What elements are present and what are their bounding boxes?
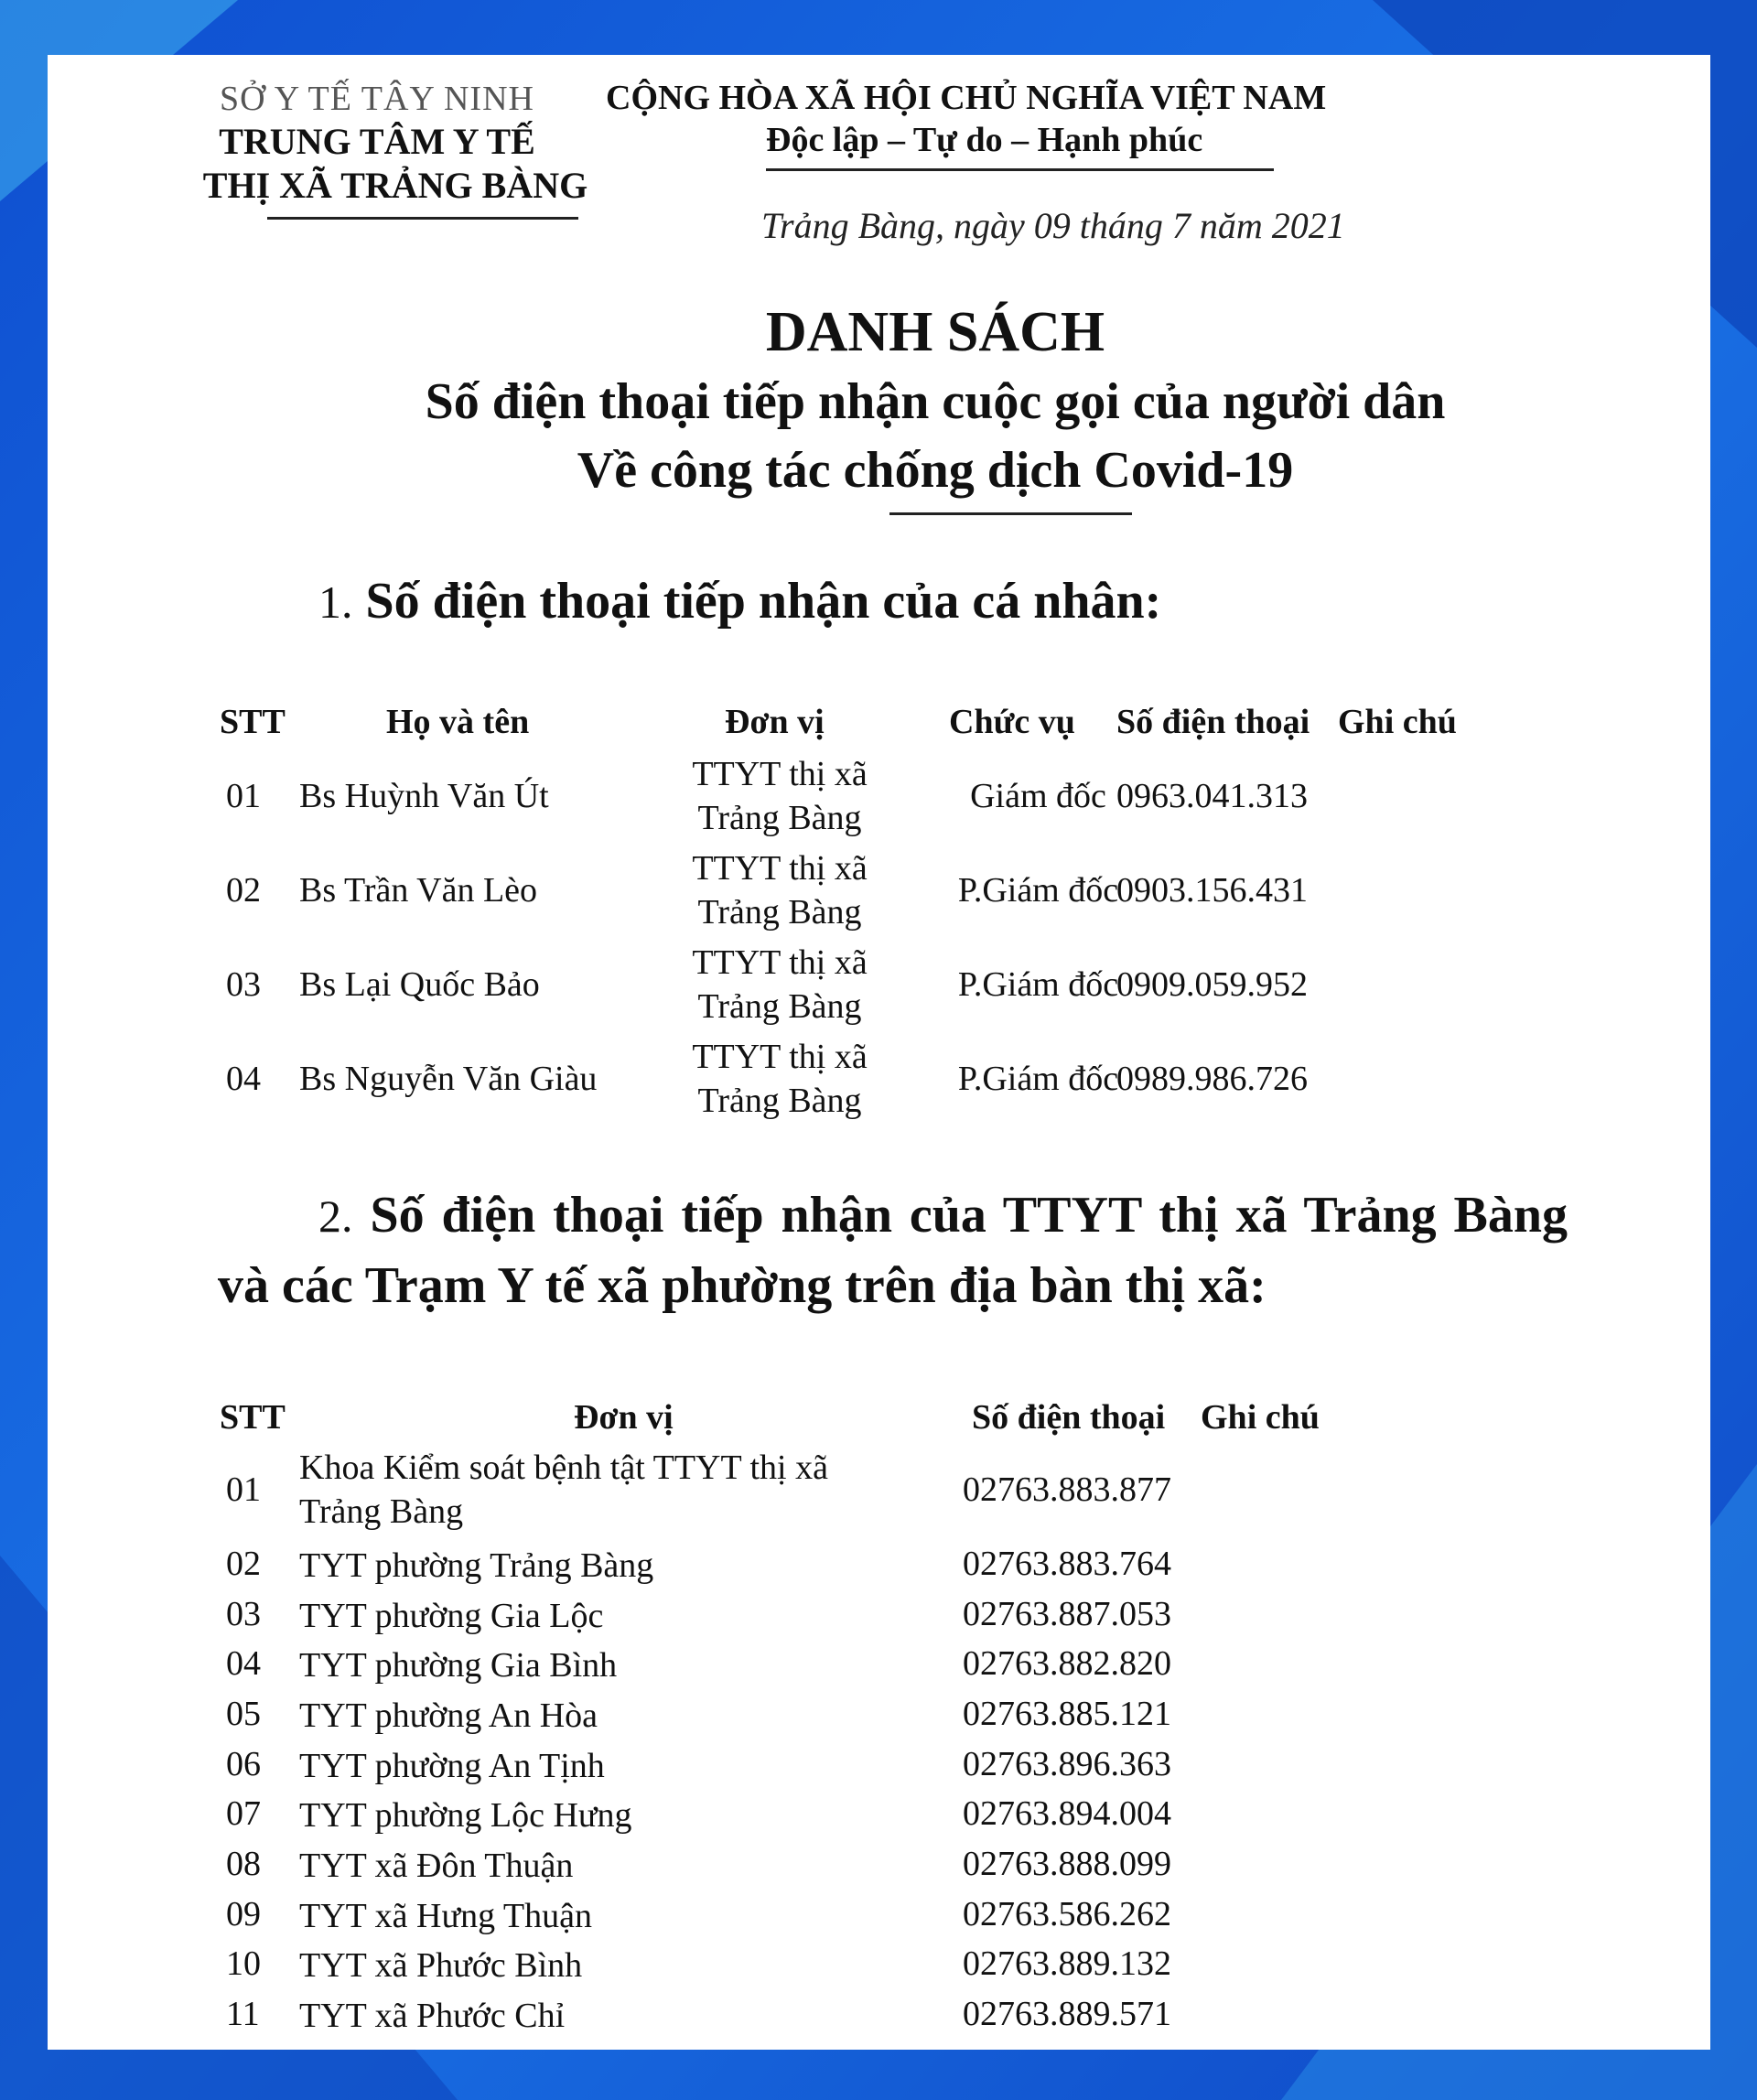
document-title: DANH SÁCH xyxy=(765,301,1105,363)
row-name: Bs Nguyễn Văn Giàu xyxy=(299,1060,598,1098)
row-unit-line2: Trảng Bàng xyxy=(697,1082,862,1120)
t1-col-unit: Đơn vị xyxy=(725,703,825,741)
row-name: Bs Huỳnh Văn Út xyxy=(299,777,549,815)
row-phone: 0989.986.726 xyxy=(1116,1060,1308,1098)
section1-heading-text: Số điện thoại tiếp nhận của cá nhân: xyxy=(365,573,1162,630)
row-unit: TYT xã Phước Bình xyxy=(299,1946,583,1985)
row-unit: Khoa Kiểm soát bệnh tật TTYT thị xã Trảng Bàng xyxy=(299,1448,828,1531)
row-stt: 02 xyxy=(226,1545,261,1583)
t2-col-unit: Đơn vị xyxy=(574,1398,674,1437)
t1-col-name: Họ và tên xyxy=(386,703,530,741)
table-row xyxy=(48,752,1710,844)
row-unit-line2: Trảng Bàng xyxy=(697,987,862,1026)
document-subtitle-line2: Về công tác chống dịch Covid-19 xyxy=(577,442,1294,499)
row-unit: TYT xã Đôn Thuận xyxy=(299,1847,574,1885)
row-unit xyxy=(647,941,912,1028)
row-stt: 01 xyxy=(226,777,261,815)
row-unit xyxy=(647,1035,912,1123)
row-unit: TYT phường Lộc Hưng xyxy=(299,1796,632,1835)
t1-col-stt: STT xyxy=(220,703,286,741)
row-stt: 08 xyxy=(226,1845,261,1883)
row-position: P.Giám đốc xyxy=(957,1060,1119,1098)
section2-heading xyxy=(218,1180,1568,1320)
row-unit: TYT phường Trảng Bàng xyxy=(299,1546,654,1585)
row-unit: TYT phường Gia Lộc xyxy=(299,1597,604,1635)
header-left-rule xyxy=(267,217,578,220)
title-underline xyxy=(889,512,1132,515)
row-stt: 03 xyxy=(226,1595,261,1633)
republic-heading: CỘNG HÒA XÃ HỘI CHỦ NGHĨA VIỆT NAM xyxy=(606,79,1327,117)
row-stt: 02 xyxy=(226,871,261,910)
row-position: P.Giám đốc xyxy=(957,965,1119,1004)
row-phone: 0903.156.431 xyxy=(1116,871,1308,910)
row-phone: 02763.894.004 xyxy=(963,1794,1171,1833)
row-phone: 02763.889.132 xyxy=(963,1944,1171,1983)
row-position: Giám đốc xyxy=(970,777,1106,815)
row-phone: 0909.059.952 xyxy=(1116,965,1308,1004)
document-page xyxy=(48,55,1710,2050)
table-row xyxy=(48,846,1710,938)
row-phone: 02763.885.121 xyxy=(963,1695,1171,1733)
row-unit: TYT xã Phước Chỉ xyxy=(299,1997,566,2035)
table-row xyxy=(48,941,1710,1032)
row-unit-line1: TTYT thị xã xyxy=(692,1038,868,1076)
row-stt: 03 xyxy=(226,965,261,1004)
t1-col-note: Ghi chú xyxy=(1338,703,1457,741)
motto-underline xyxy=(766,168,1274,171)
row-unit-line2: Trảng Bàng xyxy=(697,893,862,932)
national-motto: Độc lập – Tự do – Hạnh phúc xyxy=(766,121,1203,159)
row-unit-line1: TTYT thị xã xyxy=(692,943,868,982)
row-phone: 0963.041.313 xyxy=(1116,777,1308,815)
center-name-line2: THỊ XÃ TRẢNG BÀNG xyxy=(202,165,588,206)
row-stt: 04 xyxy=(226,1644,261,1683)
table-row xyxy=(48,1035,1710,1126)
row-stt: 11 xyxy=(226,1995,260,2033)
row-unit: TYT phường Gia Bình xyxy=(299,1646,618,1685)
row-phone: 02763.888.099 xyxy=(963,1845,1171,1883)
t2-col-phone: Số điện thoại xyxy=(972,1398,1166,1437)
row-stt: 06 xyxy=(226,1745,261,1783)
row-position: P.Giám đốc xyxy=(957,871,1119,910)
row-phone: 02763.586.262 xyxy=(963,1895,1171,1933)
row-unit-line1: TTYT thị xã xyxy=(692,755,868,793)
row-name: Bs Trần Văn Lèo xyxy=(299,871,538,910)
t2-col-stt: STT xyxy=(220,1398,286,1437)
row-unit: TYT phường An Tịnh xyxy=(299,1747,605,1785)
t2-col-note: Ghi chú xyxy=(1201,1398,1320,1437)
t1-col-phone: Số điện thoại xyxy=(1116,703,1310,741)
document-date: Trảng Bàng, ngày 09 tháng 7 năm 2021 xyxy=(761,205,1345,246)
row-stt: 07 xyxy=(226,1794,261,1833)
row-stt: 10 xyxy=(226,1944,261,1983)
row-unit: TYT xã Hưng Thuận xyxy=(299,1897,592,1935)
row-stt: 01 xyxy=(226,1470,261,1509)
section1-heading xyxy=(318,572,1161,630)
center-name-line1: TRUNG TÂM Y TẾ xyxy=(219,121,535,162)
row-stt: 04 xyxy=(226,1060,261,1098)
t1-col-position: Chức vụ xyxy=(949,703,1075,741)
row-unit-line1: TTYT thị xã xyxy=(692,849,868,888)
row-phone: 02763.887.053 xyxy=(963,1595,1171,1633)
document-subtitle-line1: Số điện thoại tiếp nhận cuộc gọi của người dân xyxy=(425,373,1446,430)
section1-number: 1. xyxy=(318,576,353,628)
row-phone: 02763.883.877 xyxy=(963,1470,1171,1509)
row-unit xyxy=(647,846,912,934)
agency-name: SỞ Y TẾ TÂY NINH xyxy=(220,80,534,118)
table-row xyxy=(48,1446,1710,1537)
row-stt: 09 xyxy=(226,1895,261,1933)
section2-heading-text: Số điện thoại tiếp nhận của TTYT thị xã Trảng Bàng và các Trạm Y tế xã phường trên địa bàn thị xã: xyxy=(218,1187,1568,1314)
section2-number: 2. xyxy=(318,1190,353,1242)
row-unit: TYT phường An Hòa xyxy=(299,1696,598,1735)
row-phone: 02763.896.363 xyxy=(963,1745,1171,1783)
row-stt: 05 xyxy=(226,1695,261,1733)
row-name: Bs Lại Quốc Bảo xyxy=(299,965,540,1004)
row-unit-line2: Trảng Bàng xyxy=(697,799,862,837)
row-phone: 02763.883.764 xyxy=(963,1545,1171,1583)
row-phone: 02763.889.571 xyxy=(963,1995,1171,2033)
row-phone: 02763.882.820 xyxy=(963,1644,1171,1683)
row-unit xyxy=(647,752,912,840)
